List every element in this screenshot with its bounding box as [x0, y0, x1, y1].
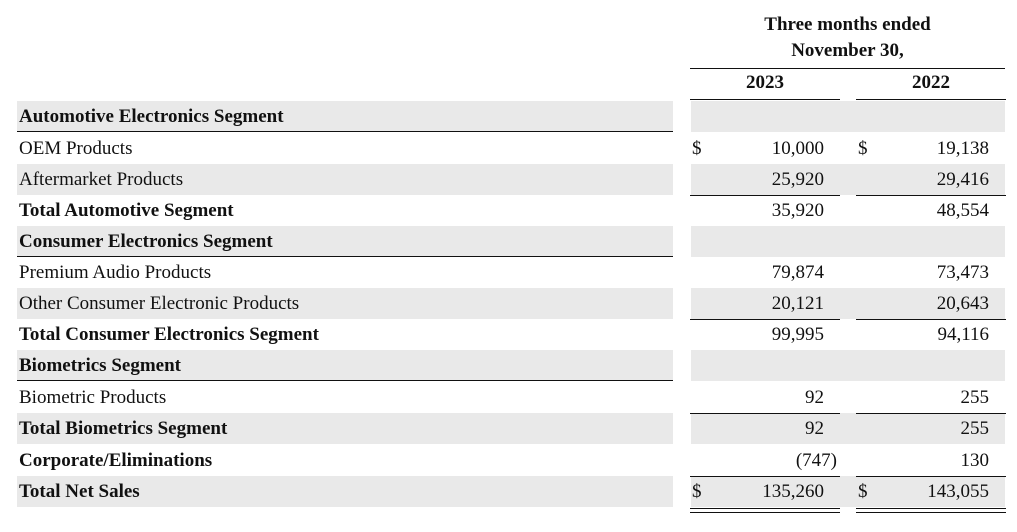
row-label: Total Net Sales [19, 481, 140, 502]
period-header-line1: Three months ended [764, 14, 931, 35]
value-2022: 29,416 [936, 169, 989, 190]
row-label: Premium Audio Products [19, 262, 212, 283]
currency-symbol: $ [692, 138, 702, 159]
row-label: Total Automotive Segment [19, 200, 234, 221]
section-header-row [17, 101, 1005, 132]
section-underline [17, 380, 673, 381]
period-header-line2: November 30, [791, 40, 904, 61]
table-row [17, 319, 1005, 350]
column-header-2023-rule [690, 99, 840, 100]
value-2022: 20,643 [936, 293, 989, 314]
row-label: OEM Products [19, 138, 133, 159]
table-row [17, 133, 1005, 164]
table-row [17, 445, 1005, 476]
currency-symbol: $ [858, 481, 868, 502]
currency-symbol: $ [692, 481, 702, 502]
value-2023: 35,920 [771, 200, 824, 221]
value-2023: 135,260 [762, 481, 824, 502]
table-row [17, 413, 1005, 444]
subtotal-rule-2023 [690, 195, 840, 196]
subtotal-rule-2023 [690, 319, 840, 320]
subtotal-rule-2022 [856, 413, 1006, 414]
total-rule-2022 [856, 476, 1006, 477]
currency-symbol: $ [858, 138, 868, 159]
row-label: Total Consumer Electronics Segment [19, 324, 319, 345]
value-2022: 48,554 [936, 200, 989, 221]
value-2022: 143,055 [927, 481, 989, 502]
total-rule-2023 [690, 476, 840, 477]
value-2023: 92 [805, 387, 824, 408]
value-2023: 79,874 [771, 262, 824, 283]
value-2023: 99,995 [771, 324, 824, 345]
row-label: Other Consumer Electronic Products [19, 293, 300, 314]
subtotal-rule-2022 [856, 319, 1006, 320]
table-row [17, 476, 1005, 507]
value-2022: 73,473 [936, 262, 989, 283]
row-shading [691, 101, 1005, 132]
value-2023: (747) [795, 450, 837, 471]
value-2022: 19,138 [936, 138, 989, 159]
table-row [17, 164, 1005, 195]
row-label: Total Biometrics Segment [19, 418, 228, 439]
value-2023: 92 [805, 418, 824, 439]
section-label: Consumer Electronics Segment [19, 231, 273, 252]
table-row [17, 382, 1005, 413]
section-label: Automotive Electronics Segment [19, 106, 284, 127]
row-shading [691, 226, 1005, 257]
section-label: Biometrics Segment [19, 355, 181, 376]
row-shading [691, 350, 1005, 381]
section-header-row [17, 350, 1005, 381]
row-label: Biometric Products [19, 387, 167, 408]
value-2023: 10,000 [771, 138, 824, 159]
row-label: Corporate/Eliminations [19, 450, 213, 471]
value-2022: 255 [960, 387, 989, 408]
section-header-row [17, 226, 1005, 257]
total-double-rule-2023 [690, 508, 840, 513]
column-header-2022: 2022 [912, 72, 950, 93]
value-2022: 255 [960, 418, 989, 439]
value-2023: 20,121 [771, 293, 824, 314]
value-2022: 94,116 [937, 324, 989, 345]
subtotal-rule-2022 [856, 195, 1006, 196]
row-shading [691, 413, 1005, 444]
column-header-2023: 2023 [746, 72, 784, 93]
value-2022: 130 [960, 450, 989, 471]
row-label: Aftermarket Products [19, 169, 184, 190]
section-underline [17, 131, 673, 132]
period-header-rule [690, 68, 1005, 69]
total-double-rule-2022 [856, 508, 1006, 513]
table-row [17, 257, 1005, 288]
value-2023: 25,920 [771, 169, 824, 190]
table-row [17, 195, 1005, 226]
table-row [17, 288, 1005, 319]
column-header-2022-rule [856, 99, 1006, 100]
subtotal-rule-2023 [690, 413, 840, 414]
